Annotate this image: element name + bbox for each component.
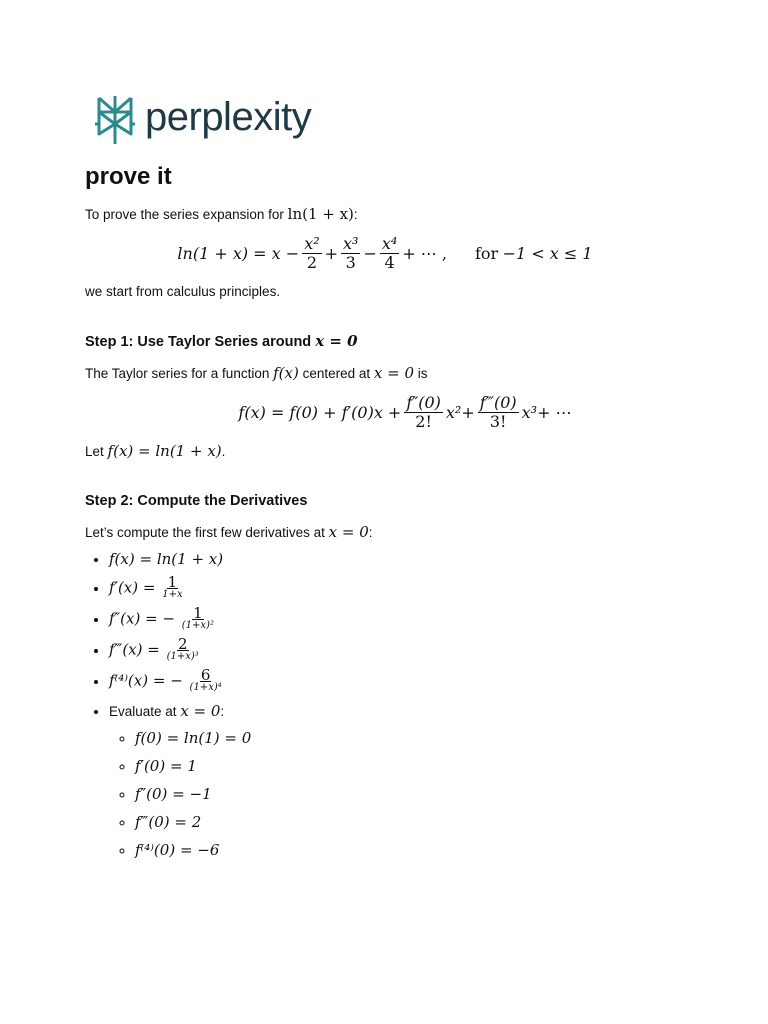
value-expr: f′(0) = 1 bbox=[135, 757, 197, 775]
series-lhs: ln(1 + x) = x − bbox=[177, 244, 300, 263]
let-end: . bbox=[221, 444, 226, 459]
frac-numerator: x⁴ bbox=[381, 234, 398, 253]
frac-denominator: 1+x bbox=[162, 589, 183, 600]
intro-math: ln(1 + x) bbox=[287, 205, 354, 223]
derivative-expr: f⁽⁴⁾(x) = − bbox=[109, 671, 183, 690]
step1-text-b: centered at bbox=[302, 366, 371, 381]
step2-text-math: x = 0 bbox=[328, 523, 369, 541]
series-tail: + ⋯ , bbox=[402, 244, 447, 263]
list-item bbox=[109, 701, 685, 861]
derivatives-list bbox=[85, 549, 685, 861]
series-term-4 bbox=[380, 235, 399, 272]
perplexity-logo bbox=[93, 94, 311, 146]
frac-numerator: 2 bbox=[177, 635, 188, 653]
let-math: f(x) = ln(1 + x) bbox=[107, 442, 222, 460]
taylor-term-2 bbox=[404, 394, 443, 431]
frac-numerator: f″(0) bbox=[406, 393, 441, 412]
let-statement bbox=[85, 441, 685, 462]
series-term-2 bbox=[302, 235, 321, 272]
brand-name: perplexity bbox=[145, 95, 312, 139]
step1-text-c: is bbox=[417, 366, 428, 381]
evaluate-text: Evaluate at bbox=[109, 704, 177, 719]
list-item bbox=[109, 635, 685, 663]
evaluate-math: x = 0 bbox=[180, 702, 221, 720]
intro-colon: : bbox=[353, 207, 358, 222]
frac-denominator: 2 bbox=[306, 253, 317, 272]
taylor-pow-2: x² bbox=[445, 403, 462, 422]
frac-denominator: 3! bbox=[489, 412, 507, 431]
derivative-fraction bbox=[181, 604, 215, 632]
frac-denominator: (1+x)⁴ bbox=[189, 682, 222, 693]
frac-denominator: 3 bbox=[345, 253, 356, 272]
frac-denominator: 2! bbox=[415, 412, 432, 431]
frac-numerator: 1 bbox=[167, 573, 178, 591]
step1-text-a: The Taylor series for a function bbox=[85, 366, 270, 381]
value-expr: f(0) = ln(1) = 0 bbox=[135, 729, 252, 747]
step2-text-end: : bbox=[368, 525, 373, 540]
derivative-expr: f‴(x) = bbox=[109, 640, 160, 659]
frac-numerator: f‴(0) bbox=[479, 393, 517, 412]
page-title: prove it bbox=[85, 163, 172, 190]
value-expr: f⁽⁴⁾(0) = −6 bbox=[135, 841, 220, 859]
step1-heading bbox=[85, 330, 685, 353]
taylor-equation bbox=[125, 394, 685, 431]
step1-heading-text: Step 1: Use Taylor Series around bbox=[85, 334, 312, 350]
values-list bbox=[109, 728, 685, 861]
value-expr: f″(0) = −1 bbox=[135, 785, 212, 803]
list-item bbox=[135, 784, 685, 805]
list-item bbox=[135, 756, 685, 777]
step2-text-main: Let’s compute the first few derivatives at bbox=[85, 525, 325, 540]
series-equation bbox=[85, 235, 685, 272]
step1-text bbox=[85, 363, 685, 384]
derivative-fraction bbox=[161, 573, 183, 601]
value-expr: f‴(0) = 2 bbox=[135, 813, 202, 831]
condition-range: −1 < x ≤ 1 bbox=[502, 244, 593, 263]
derivative-fraction bbox=[189, 666, 223, 694]
frac-denominator: (1+x)³ bbox=[166, 651, 199, 662]
list-item bbox=[135, 728, 685, 749]
derivative-fraction bbox=[166, 635, 200, 663]
list-item bbox=[109, 549, 685, 570]
derivative-expr: f(x) = ln(1 + x) bbox=[109, 550, 224, 568]
let-text: Let bbox=[85, 444, 104, 459]
step1-math-a: f(x) bbox=[273, 364, 299, 382]
step1-heading-math: x = 0 bbox=[315, 332, 358, 350]
condition-word: for bbox=[474, 244, 499, 263]
minus-sign: − bbox=[363, 244, 377, 263]
list-item bbox=[109, 666, 685, 694]
derivative-expr: f″(x) = − bbox=[109, 609, 175, 628]
intro-after: we start from calculus principles. bbox=[85, 284, 281, 299]
intro-paragraph bbox=[85, 204, 685, 225]
frac-denominator: 4 bbox=[384, 253, 395, 272]
step2-text bbox=[85, 522, 685, 543]
step1-math-b: x = 0 bbox=[373, 364, 415, 382]
derivative-expr: f′(x) = bbox=[109, 578, 156, 597]
taylor-tail: + ⋯ bbox=[537, 403, 572, 422]
frac-numerator: 1 bbox=[193, 604, 203, 622]
plus-sign: + bbox=[461, 403, 475, 422]
series-term-3 bbox=[341, 235, 360, 272]
taylor-lhs: f(x) = f(0) + f′(0)x + bbox=[238, 403, 402, 422]
main-content bbox=[85, 160, 685, 868]
taylor-pow-3: x³ bbox=[521, 403, 538, 422]
frac-numerator: 6 bbox=[200, 666, 211, 684]
step2-heading: Step 2: Compute the Derivatives bbox=[85, 493, 308, 509]
taylor-term-3 bbox=[478, 394, 519, 431]
list-item bbox=[109, 604, 685, 632]
frac-numerator: x² bbox=[304, 234, 320, 253]
perplexity-logo-icon bbox=[93, 94, 137, 146]
intro-text: To prove the series expansion for bbox=[85, 207, 284, 222]
evaluate-end: : bbox=[220, 704, 225, 719]
frac-denominator: (1+x)² bbox=[181, 620, 214, 631]
frac-numerator: x³ bbox=[343, 234, 359, 253]
list-item bbox=[109, 573, 685, 601]
plus-sign: + bbox=[324, 244, 339, 263]
list-item bbox=[135, 840, 685, 861]
list-item bbox=[135, 812, 685, 833]
